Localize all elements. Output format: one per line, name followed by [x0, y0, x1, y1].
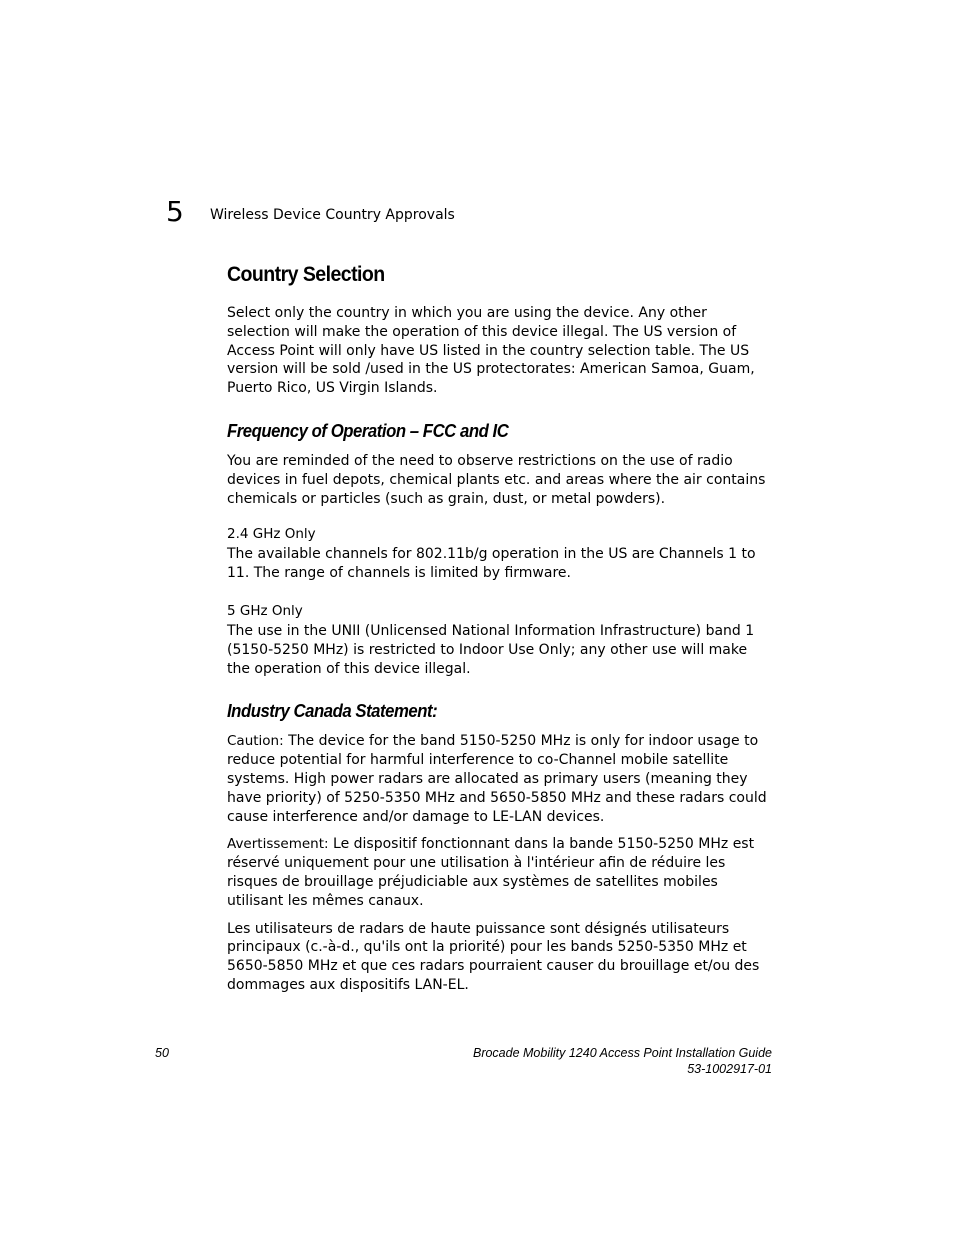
- page-content: [227, 258, 772, 995]
- footer-doc-title: Brocade Mobility 1240 Access Point Installation Guide: [472, 1046, 772, 1060]
- avertissement-label: Avertissement:: [227, 836, 329, 853]
- ghz24-heading: 2.4 GHz Only: [227, 526, 316, 543]
- caution-label: Caution:: [227, 733, 284, 750]
- caution-text: The device for the band 5150-5250 MHz is only for indoor usage to reduce potential for harmful interference to co-Channel mobile satellite systems. High power radars are allocated as primary users (meaning they have priority) of 5250-5350 MHz and 5650-5850 MHz and these radars could cause interference and/or damage to LE-LAN devices.: [227, 733, 767, 825]
- radar-paragraph: Les utilisateurs de radars de haute puissance sont désignés utilisateurs principaux (c.-à-d., qu'ils ont la priorité) pour les bands 5250-5350 MHz et 5650-5850 MHz et que ces radars pourraient causer du brouillage et/ou des dommages aux dispositifs LAN-EL.: [227, 920, 760, 993]
- ghz5-paragraph: The use in the UNII (Unlicensed National Information Infrastructure) band 1 (5150-5250 MHz) is restricted to Indoor Use Only; any other use will make the operation of this device illegal.: [227, 622, 755, 677]
- chapter-title: Wireless Device Country Approvals: [210, 207, 455, 223]
- country-selection-paragraph: Select only the country in which you are using the device. Any other selection will make the operation of this device illegal. The US version of Access Point will only have US listed in the country selection table. The US version will be sold /used in the US protectorates: American Samoa, Guam, Puerto Rico, US Virgin Islands.: [227, 305, 755, 397]
- canada-heading: Industry Canada Statement:: [227, 701, 438, 722]
- avertissement-paragraph: [227, 835, 772, 910]
- frequency-heading: Frequency of Operation – FCC and IC: [227, 420, 509, 441]
- avertissement-text: Le dispositif fonctionnant dans la bande 5150-5250 MHz est réservé uniquement pour une utilisation à l'intérieur afin de réduire les risques de brouillage préjudiciable aux systèmes de satellites mobiles utilisant les mêmes canaux.: [227, 836, 755, 909]
- footer-doc-info: [473, 1045, 772, 1077]
- ghz5-heading: 5 GHz Only: [227, 602, 303, 619]
- frequency-paragraph: You are reminded of the need to observe restrictions on the use of radio devices in fuel depots, chemical plants etc. and areas where the air contains chemicals or particles (such as grain, dust, or metal powders).: [227, 452, 766, 507]
- ghz24-paragraph: The available channels for 802.11b/g operation in the US are Channels 1 to 11. The range of channels is limited by firmware.: [227, 546, 756, 582]
- section-title: Country Selection: [227, 263, 385, 286]
- page-number: 50: [155, 1046, 169, 1060]
- footer-doc-number: 53-1002917-01: [687, 1062, 772, 1076]
- chapter-number: 5: [166, 195, 184, 228]
- caution-paragraph: [227, 732, 772, 826]
